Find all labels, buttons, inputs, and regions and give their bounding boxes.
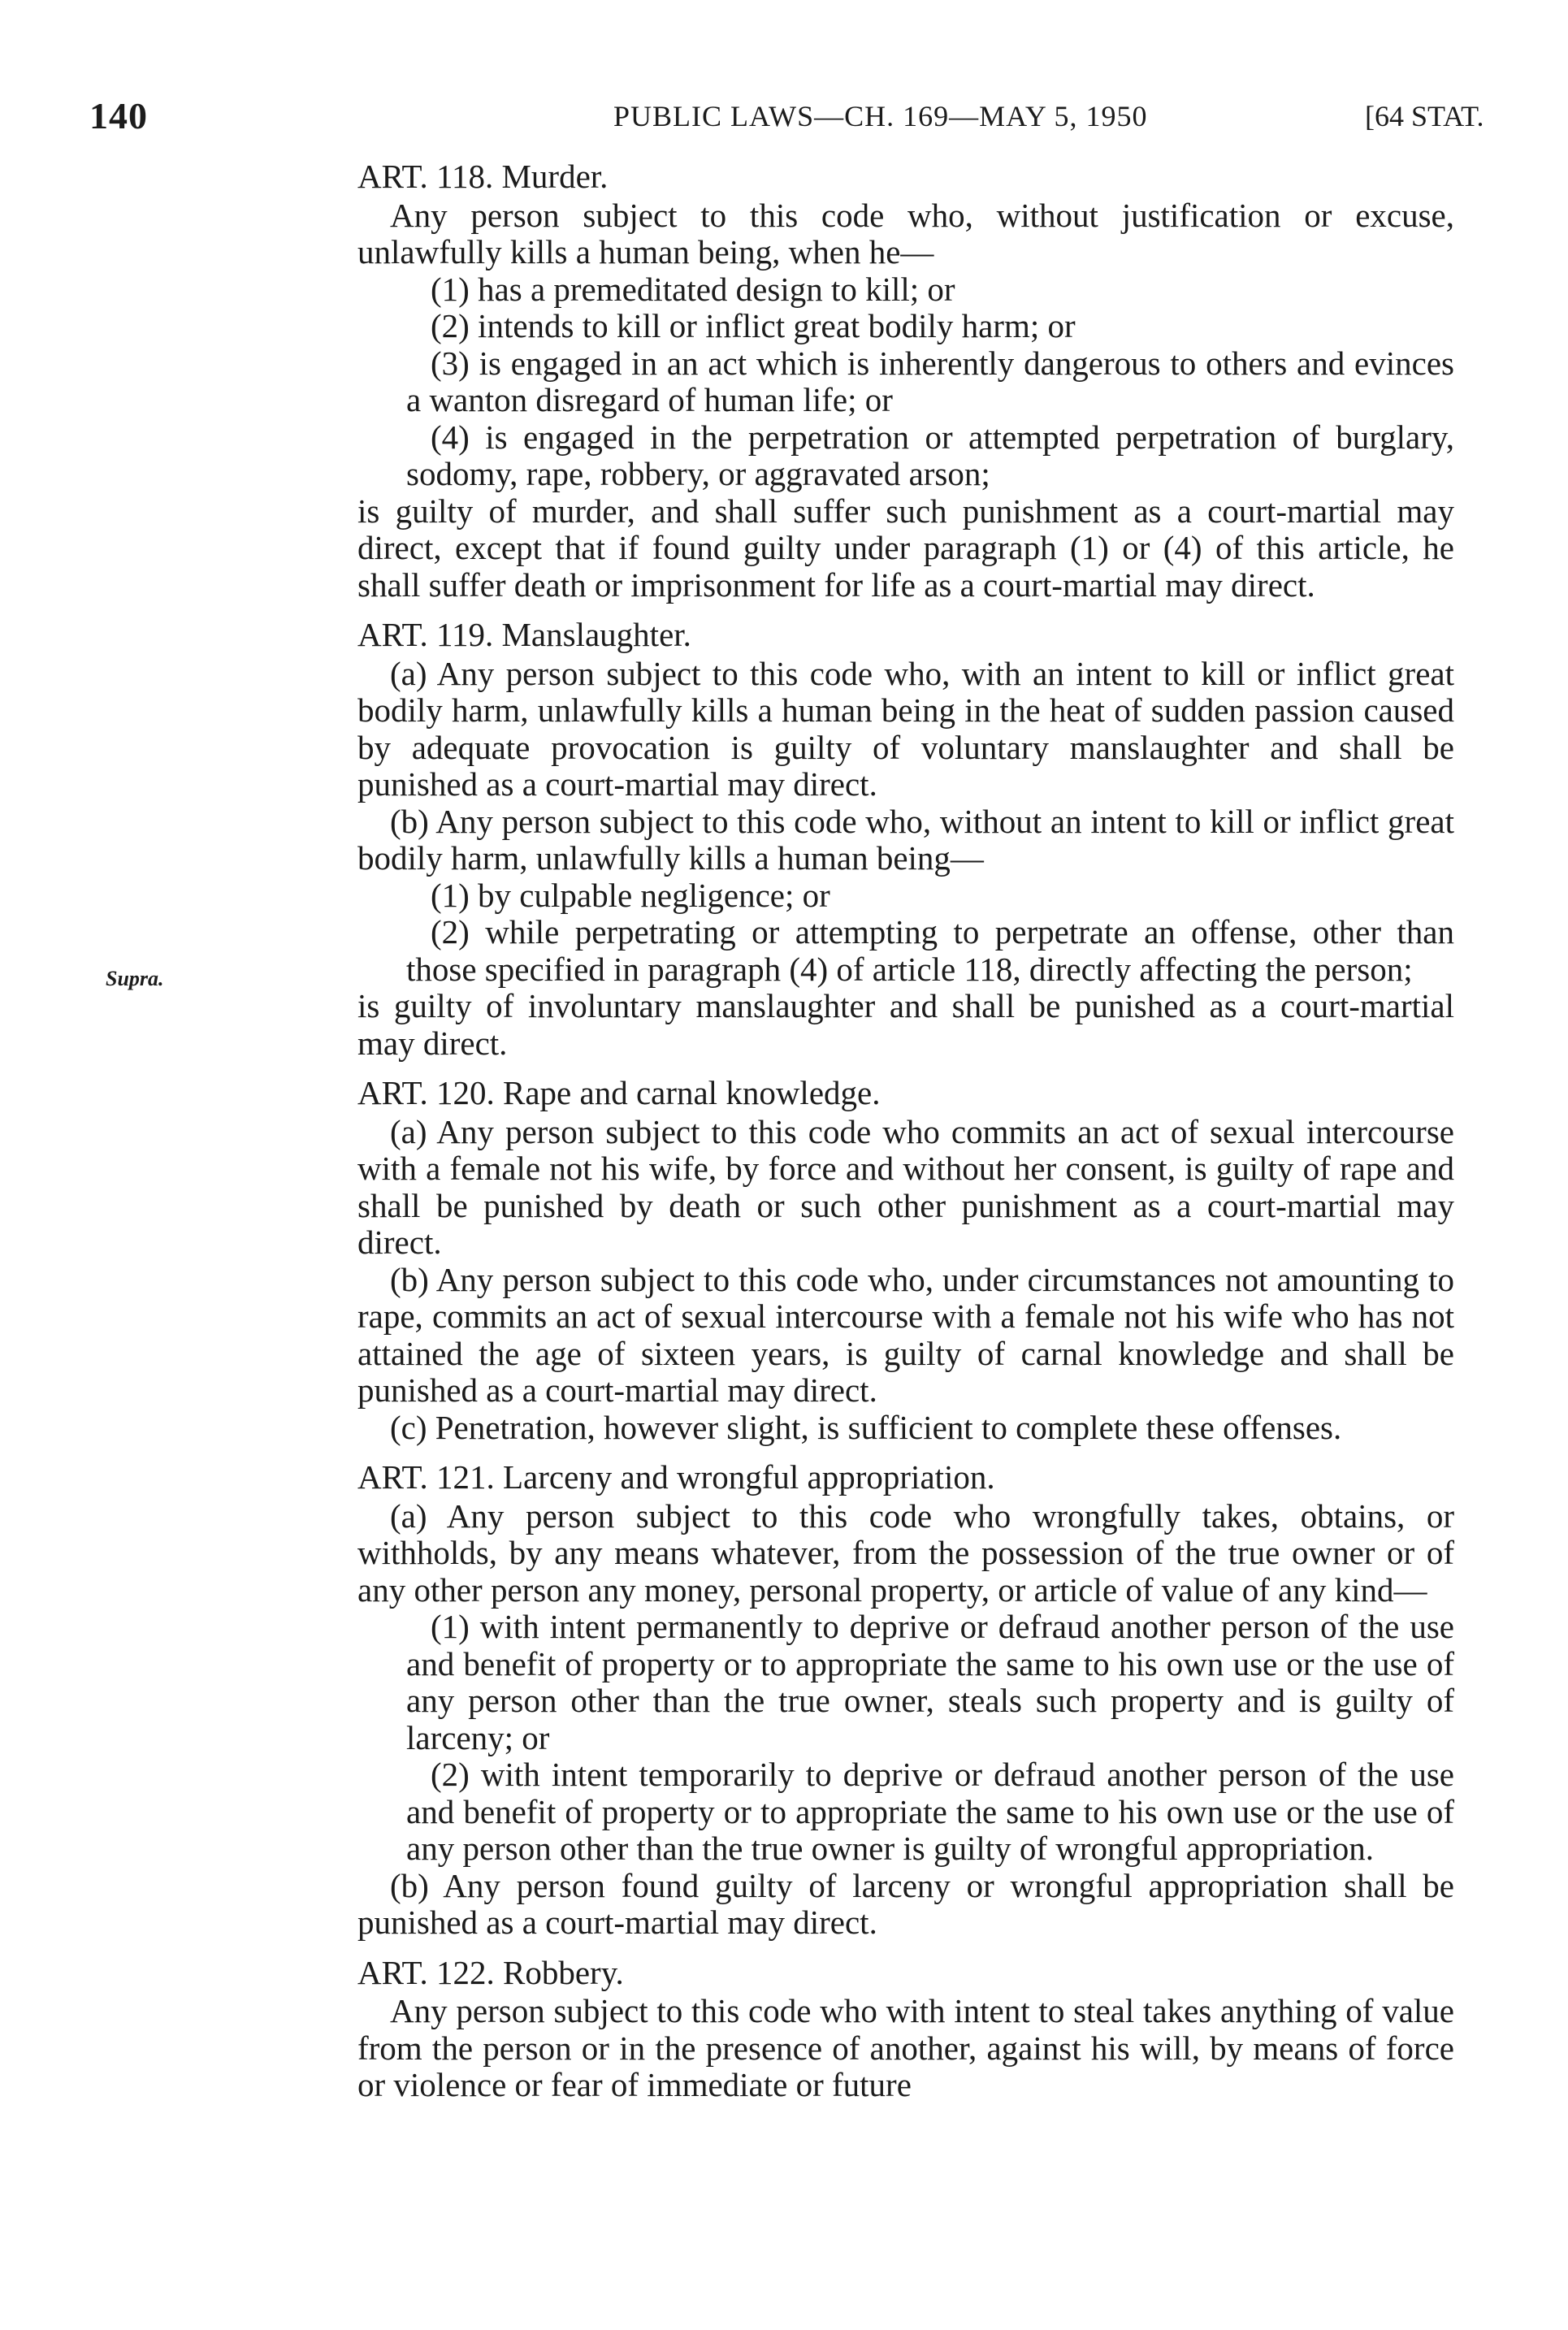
running-title: PUBLIC LAWS—CH. 169—MAY 5, 1950 xyxy=(613,100,1148,132)
article-119-conclusion: is guilty of involuntary manslaughter and shall be punished as a court-martial may direct. xyxy=(357,987,1454,1062)
article-119-clause-2: (2) while perpetrating or attempting to perpetrate an offense, other than those specified in paragraph (4) of article 118, directly affecting the person; xyxy=(406,913,1454,988)
article-121-para-b: (b) Any person found guilty of larceny or wrongful appropriation shall be punished as a court-martial may direct. xyxy=(357,1866,1454,1941)
article-122-heading xyxy=(357,1955,1454,1992)
article-118-conclusion: is guilty of murder, and shall suffer such punishment as a court-martial may direct, except that if found guilty under paragraph (1) or (4) of this article, he shall suffer death or imprisonment for life as a court-martial may direct. xyxy=(357,492,1454,604)
article-120-para-b: (b) Any person subject to this code who, under circumstances not amounting to rape, commits an act of sexual intercourse with a female not his wife who has not attained the age of sixteen years, is guilty of carnal knowledge and shall be punished as a court-martial may direct. xyxy=(357,1260,1454,1409)
article-label: ART. xyxy=(357,1074,428,1111)
article-120-heading xyxy=(357,1075,1454,1112)
article-120-para-c: (c) Penetration, however slight, is sufficient to complete these offenses. xyxy=(390,1408,1342,1446)
article-118-clause-1: (1) has a premeditated design to kill; or xyxy=(431,270,955,308)
article-118-clause-2: (2) intends to kill or inflict great bodily harm; or xyxy=(431,307,1076,344)
article-118-clause-3: (3) is engaged in an act which is inherently dangerous to others and evinces a wanton disregard of human life; or xyxy=(406,344,1454,418)
statute-text xyxy=(357,158,1454,2104)
article-121-para-a: (a) Any person subject to this code who wrongfully takes, obtains, or withholds, by any means whatever, from the possession of the true owner or of any other person any money, personal property, or article of value of any kind— xyxy=(357,1496,1454,1609)
article-121-clause-1: (1) with intent permanently to deprive or defraud another person of the use and benefit of property or to appropriate the same to his own use or the use of any person other than the true owner, steals such property and is guilty of larceny; or xyxy=(406,1608,1454,1756)
page-number: 140 xyxy=(89,95,148,136)
article-label: ART. xyxy=(357,158,428,195)
article-heading: 118. Murder. xyxy=(436,158,609,195)
article-119-para-a: (a) Any person subject to this code who, with an intent to kill or inflict great bodily harm, unlawfully kills a human being in the heat of sudden passion caused by adequate provocation is guilty of voluntary manslaughter and shall be punished as a court-martial may direct. xyxy=(357,654,1454,803)
article-heading: 120. Rape and carnal knowledge. xyxy=(436,1074,881,1111)
article-118-heading xyxy=(357,158,1454,196)
article-heading: 122. Robbery. xyxy=(436,1953,624,1991)
article-119-heading xyxy=(357,617,1454,654)
article-121-heading xyxy=(357,1459,1454,1496)
article-119-clause-1: (1) by culpable negligence; or xyxy=(431,876,830,914)
article-118-intro: Any person subject to this code who, without justification or excuse, unlawfully kills a human being, when he— xyxy=(357,196,1454,271)
volume-citation: [64 STAT. xyxy=(1365,100,1484,132)
article-heading: 121. Larceny and wrongful appropriation. xyxy=(436,1458,995,1496)
article-label: ART. xyxy=(357,1953,428,1991)
article-120-para-a: (a) Any person subject to this code who commits an act of sexual intercourse with a female not his wife, by force and without her consent, is guilty of rape and shall be punished by death or such other punishment as a court-martial may direct. xyxy=(357,1112,1454,1261)
article-118-clause-4: (4) is engaged in the perpetration or attempted perpetration of burglary, sodomy, rape, robbery, or aggravated arson; xyxy=(406,418,1454,492)
margin-note-supra: Supra. xyxy=(106,967,164,990)
article-122-para: Any person subject to this code who with intent to steal takes anything of value from the person or in the presence of another, against his will, by means of force or violence or fear of immediate or future xyxy=(357,1992,1454,2103)
article-119-para-b: (b) Any person subject to this code who, without an intent to kill or inflict great bodily harm, unlawfully kills a human being— xyxy=(357,802,1454,877)
article-label: ART. xyxy=(357,1458,428,1496)
article-121-clause-2: (2) with intent temporarily to deprive or defraud another person of the use and benefit of property or to appropriate the same to his own use or the use of any person other than the true owner is guilty of wrongful appropriation. xyxy=(406,1756,1454,1867)
article-heading: 119. Manslaughter. xyxy=(436,616,691,653)
article-label: ART. xyxy=(357,616,428,653)
